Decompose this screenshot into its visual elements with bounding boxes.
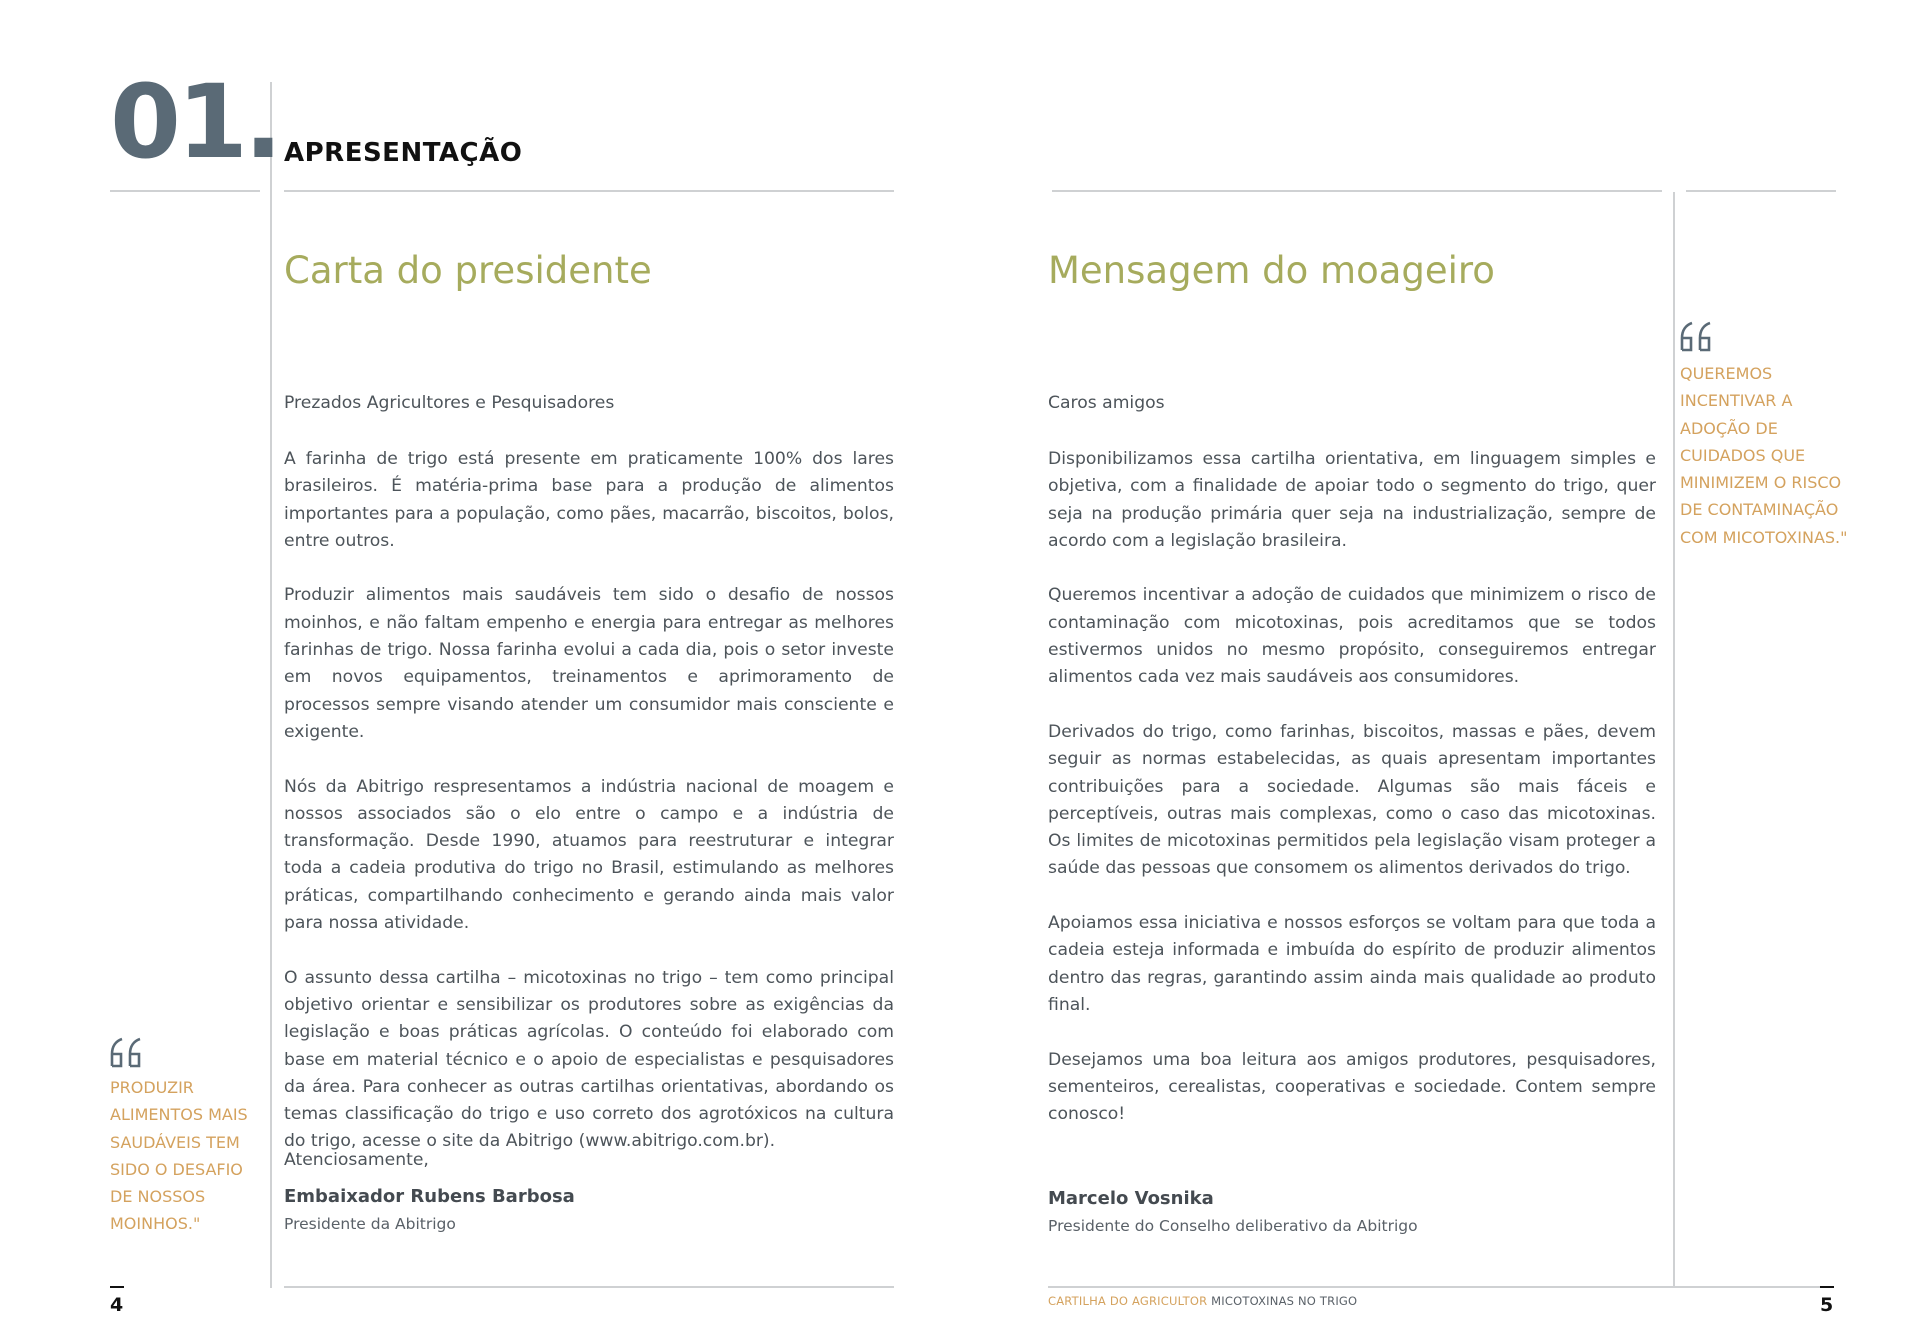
right-column-divider — [1673, 192, 1675, 1286]
right-body — [1048, 446, 1656, 1156]
right-bottom-rule — [1048, 1286, 1832, 1288]
right-pull-quote: QUEREMOS INCENTIVAR A ADOÇÃO DE CUIDADOS QUE MINIMIZEM O RISCO DE CONTAMINAÇÃO COM MICOTOXINAS." — [1680, 364, 1848, 547]
right-paragraph: Derivados do trigo, como farinhas, biscoitos, massas e pães, devem seguir as normas estabelecidas, as quais apresentam importantes contribuições para a sociedade. Algumas são mais fáceis e perceptíveis, outras mais complexas, como o caso das micotoxinas. Os limites de micotoxinas permitidos pela legislação visam proteger a saúde das pessoas que consomem os alimentos derivados do trigo. — [1048, 721, 1656, 879]
left-bottom-rule — [284, 1286, 894, 1288]
right-page-marker — [1820, 1286, 1834, 1288]
chapter-number-rule — [110, 190, 260, 192]
right-paragraph: Disponibilizamos essa cartilha orientativa, em linguagem simples e objetiva, com a finalidade de apoiar todo o segmento do trigo, quer seja na produção primária quer seja na industrialização, sempre de acordo com a legislação brasileira. — [1048, 449, 1656, 551]
left-column-divider — [270, 82, 272, 1288]
right-sidebar-top-rule — [1686, 190, 1836, 192]
chapter-title-rule — [284, 190, 894, 192]
left-signature-role: Presidente da Abitrigo — [284, 1215, 456, 1233]
right-paragraph: Apoiamos essa iniciativa e nossos esforços se voltam para que toda a cadeia esteja informada e imbuída do espírito de produzir alimentos dentro das regras, garantindo assim ainda mais qualidade ao produto final. — [1048, 913, 1656, 1015]
chapter-title: APRESENTAÇÃO — [284, 138, 523, 168]
footer — [1048, 1294, 1357, 1308]
right-paragraph: Queremos incentivar a adoção de cuidados que minimizem o risco de contaminação com micotoxinas, pois acreditamos que se todos estivermos unidos no mesmo propósito, conseguiremos entregar alimentos cada vez mais saudáveis aos consumidores. — [1048, 585, 1656, 688]
chapter-number: 01. — [110, 63, 279, 182]
right-signature-name: Marcelo Vosnika — [1048, 1188, 1214, 1209]
right-page-number: 5 — [1820, 1294, 1834, 1316]
left-body — [284, 446, 894, 1183]
right-page-title: Mensagem do moageiro — [1048, 249, 1495, 292]
footer-publication: CARTILHA DO AGRICULTOR — [1048, 1294, 1208, 1308]
left-greeting: Prezados Agricultores e Pesquisadores — [284, 393, 615, 413]
quote-icon — [1678, 320, 1718, 354]
footer-subject: MICOTOXINAS NO TRIGO — [1211, 1294, 1358, 1308]
left-closing: Atenciosamente, — [284, 1150, 429, 1170]
right-top-rule — [1052, 190, 1662, 192]
left-page-title: Carta do presidente — [284, 249, 652, 292]
left-paragraph: A farinha de trigo está presente em praticamente 100% dos lares brasileiros. É matéria-prima base para a produção de alimentos importantes para a população, como pães, macarrão, biscoitos, bolos, entre outros. — [284, 449, 894, 551]
right-greeting: Caros amigos — [1048, 393, 1165, 413]
left-signature-name: Embaixador Rubens Barbosa — [284, 1186, 575, 1207]
quote-icon — [108, 1036, 148, 1070]
left-page-number: 4 — [110, 1294, 124, 1316]
right-paragraph: Desejamos uma boa leitura aos amigos produtores, pesquisadores, sementeiros, cerealistas, cooperativas e sociedade. Contem sempre conosco! — [1048, 1049, 1656, 1125]
left-pull-quote: PRODUZIR ALIMENTOS MAIS SAUDÁVEIS TEM SIDO O DESAFIO DE NOSSOS MOINHOS." — [110, 1078, 248, 1234]
right-signature-role: Presidente do Conselho deliberativo da Abitrigo — [1048, 1217, 1418, 1235]
left-paragraph: Nós da Abitrigo respresentamos a indústria nacional de moagem e nossos associados são o elo entre o campo e a indústria de transformação. Desde 1990, atuamos para reestruturar e integrar toda a cadeia produtiva do trigo no Brasil, estimulando as melhores práticas, compartilhando conhecimento e gerando ainda mais valor para nossa atividade. — [284, 776, 894, 934]
left-paragraph: O assunto dessa cartilha – micotoxinas no trigo – tem como principal objetivo orientar e sensibilizar os produtores sobre as exigências da legislação e boas práticas agrícolas. O conteúdo foi elaborado com base em material técnico e o apoio de especialistas e pesquisadores da área. Para conhecer as outras cartilhas orientativas, abordando os temas classificação do trigo e uso correto dos agrotóxicos na cultura do trigo, acesse o site da Abitrigo (www.abitrigo.com.br). — [284, 967, 894, 1152]
left-page-marker — [110, 1286, 124, 1288]
left-paragraph: Produzir alimentos mais saudáveis tem sido o desafio de nossos moinhos, e não faltam empenho e energia para entregar as melhores farinhas de trigo. Nossa farinha evolui a cada dia, pois o setor investe em novos equipamentos, treinamentos e aprimoramento de processos sempre visando atender um consumidor mais consciente e exigente. — [284, 585, 894, 742]
